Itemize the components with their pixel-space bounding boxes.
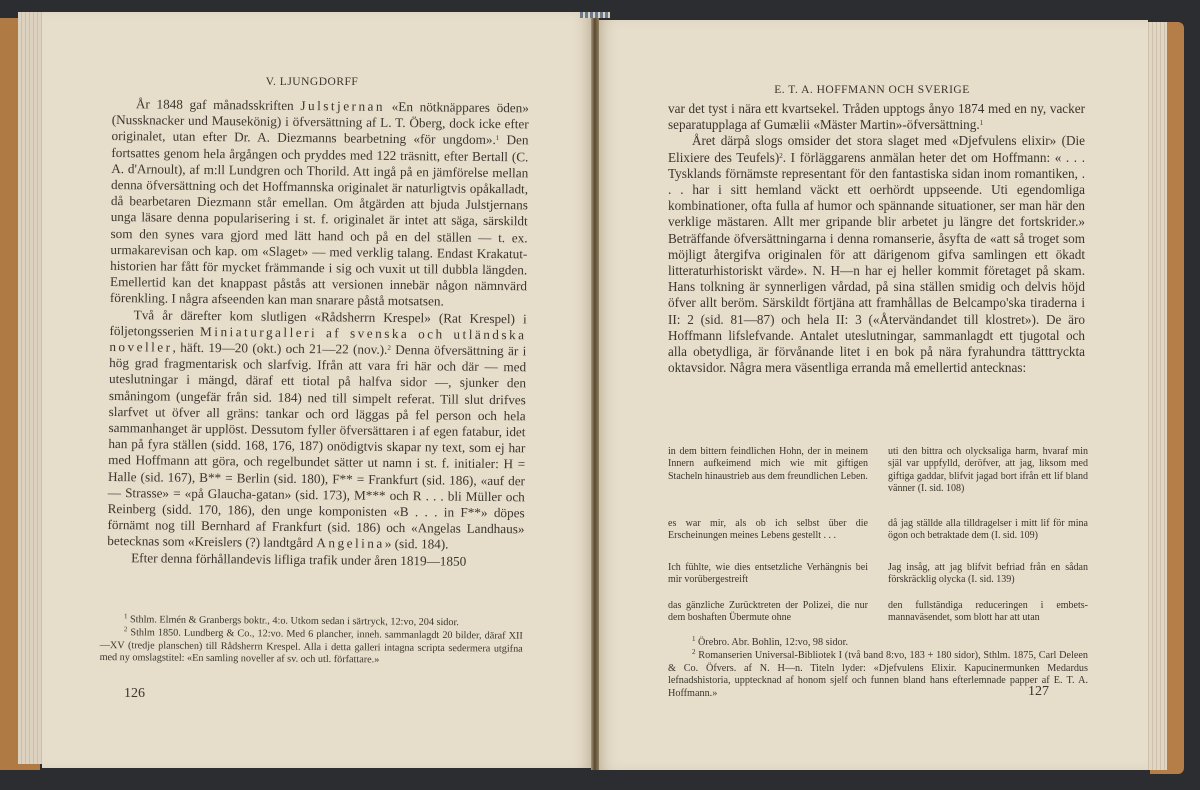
paragraph: Året därpå slogs omsider det stora slaget med «Djefvulens elixir» (Die Elixiere des Teufels)$^2$. I förläggarens anmälan heter det om Hoffmann: « . . . Tysklands förnämste representant för den fantastiska sidan inom romantiken, . . . har i sitt hemland väckt ett oerhördt uppseende. Uti egendomliga kombinationer, ofta fulla af humor och spännande situationer, ser man här den verklige mästaren. Allt mer gripande blir arbetet ju längre det fortskrider.» Beträffande öfversättningarna i denna romanserie, åsyfta de «att så troget som möjligt återgifva originalen för att därigenom gifva samlingen ett ökadt litteraturhistoriskt värde». N. H—n har ej heller kommit företaget på skam. Hans tolkning är synnerligen vårdad, på sina ställen smidig och delvis höjd öfver allt beröm. Särskildt förtjäna att framhållas de Belcampo'ska tiraderna i II: 2 (sid. 81—87) och hela II: 3 («Återvändandet till klostret»). De äro Hoffmann lifslefvande. Antalet uteslutningar, sammanlagdt ett tjugotal och alla obetydliga, är förvånande litet i en bok på nära fyrahundra tätttryckta oktavsidor. Några mera väsentliga erranda må emellertid antecknas: [668,133,1085,376]
footnote: $^2$ Romanserien Universal-Bibliotek I (två band 8:vo, 183 + 180 sidor), Sthlm. 1875, Carl Deleen & Co. Öfvers. af N. H—n. Titeln lyder: «Djefvulens Elixir. Kapucinermunken Medardus lefnadshistoria, upptecknad af honom sjelf och funnen bland hans efterlemnade papper af E. T. A. Hoffmann.» [668,647,1088,700]
paragraph: Efter denna förhållandevis lifliga trafik under åren 1819—1850 [131,549,467,569]
page-edges-right [1145,22,1167,770]
swedish-quote: den fullständiga reduceringen i embetsmannaväsendet, som blott har att utan [888,600,1088,624]
footnote: $^1$ Örebro. Abr. Bohlin, 12:vo, 98 sidor. [692,635,849,648]
page-number: 126 [124,686,145,701]
body-text [668,101,1085,376]
swedish-quote: uti den bittra och olycksaliga harm, hvaraf min själ var uppfylld, deröfver, att jag, liksom med giftiga gaddar, blifvit jagad bort ifrån ett lif bland vänner (I. sid. 108) [888,446,1088,495]
footnote: $^2$ Sthlm 1850. Lundberg & Co., 12:vo. Med 6 plancher, inneh. sammanlagdt 20 bilder, däraf XII—XV (tredje planschen) till Rådsherrn Krespel. Alla i detta galleri intagna scripta sedermera utgifna med ny omslagstitel: «En samling noveller af sv. och utl. författare.» [99,625,523,666]
footnote-ref: 2 [387,343,391,352]
quote-pair [668,446,1088,518]
footnotes [100,614,523,669]
footnote: $^1$ Sthlm. Elmén & Granbergs boktr., 4:o. Utkom sedan i särtryck, 12:vo, 204 sidor. [123,612,459,629]
paragraph: År 1848 gaf månadsskriften Julstjernan «En nötknäppares öden» (Nussknacker und Mausekönig) i öfversättning af L. T. Öberg, dock icke efter originalet, utan efter Dr. A. Diezmanns bearbetning «för ungdom».$^1$ Den fortsattes genom hela årgången och pryddes med 122 träsnitt, efter Bertall (C. A. d'Arnoult), af m:ll Lundgren och Thorild. Att ingå på en jämförelse mellan denna öfversättning och det Hoffmannska originalet är naturligtvis opåkalladt, då bearbetaren Diezmann står emellan. Om åtgärden att bjuda Julstjernans unga läsare denna popularisering i st. f. originalet är intet att säga, särskildt som den synes vara gjord med lätt hand och på en del ställen — t. ex. urmakarevisan och kap. om «Slaget» — med verklig talang. Endast Krakatut-historien har fått för mycket främmande i sig och vuxit ut till dubbla längden. Emellertid kan det knappast påstås att versionen innebär någon nämnvärd förenkling. I några afseenden kan man snarare påstå motsatsen. [109,96,529,309]
page-number: 127 [1028,684,1049,699]
german-quote: in dem bittern feindlichen Hohn, der in meinem Innern aufkeimend mich wie mit giftigen Stacheln hinaustrieb aus dem freundlichen Leben. [668,446,868,482]
running-head: E. T. A. HOFFMANN OCH SVERIGE [774,84,970,96]
swedish-quote: Jag insåg, att jag blifvit befriad från en sådan förskräcklig olycka (I. sid. 139) [888,562,1088,586]
footnote-ref: 1 [495,134,500,143]
footnote-ref: 2 [779,151,783,160]
parallel-quotes [668,446,1088,625]
quote-pair [668,562,1088,600]
quote-pair [668,600,1088,625]
quote-pair [668,518,1088,562]
footnotes [668,637,1088,701]
german-quote: Ich fühlte, wie dies entsetzliche Verhängnis bei mir vorübergestreift [668,562,868,586]
german-quote: das gänzliche Zurücktreten der Polizei, die nur dem boshaften Übermute ohne [668,600,868,624]
paragraph: Två år därefter kom slutligen «Rådsherrn Krespel» (Rat Krespel) i följetongsserien Miniaturgalleri af svenska och utländska noveller, häft. 19—20 (okt.) och 21—22 (nov.).$^2$ Denna öfversättning är i hög grad fragmentarisk och slarfvig. Ifrån att vara fri här och där — med uteslutningar i mängd, däraf ett tiotal på halfva sidor —, sjunker den småningom (ungefär från sid. 184) ned till simpelt referat. Till slut drifves slarfvet ut öfver all gräns: tankar och ord läggas på fel person och hela sammanhanget är upplöst. Dessutom fyller öfversättaren i af egen fatabur, idet han på fyra ställen (sidd. 168, 176, 187) onödigtvis skapar ny text, som ej har med Hoffmann att göra, och regelbundet sätter ut namn i st. f. initialer: H = Halle (sid. 167), B** = Berlin (sid. 180), F** = Frankfurt (sid. 186), «auf der — Strasse» = «på Glaucha-gatan» (sid. 173), M*** och R . . . bli Müller och Reinberg (sidd. 170, 186), den unge komponisten «B . . . in F**» döpes förnämt nog till Bernhard af Frankfurt (sid. 186) och «Angelas Landhaus» betecknas som «Kreislers (?) landtgård Angelina» (sid. 184). [107,306,527,553]
paragraph: var det tyst i nära ett kvartsekel. Tråden upptogs ånyo 1874 med en ny, vacker separatupplaga af Gumælii «Mäster Martin»-öfversättning.$^1$ [668,101,1085,133]
book-gutter [591,14,599,770]
german-quote: es war mir, als ob ich selbst über die Erscheinungen meines Lebens gestellt . . . [668,518,868,542]
footnote-ref: 1 [979,119,984,128]
headband [580,12,610,18]
swedish-quote: då jag ställde alla tilldragelser i mitt lif för mina ögon och betraktade dem (I. sid. 109) [888,518,1088,542]
left-page [42,12,592,768]
right-page [598,20,1148,770]
body-text [107,96,529,570]
running-head: V. LJUNGDORFF [265,76,359,88]
